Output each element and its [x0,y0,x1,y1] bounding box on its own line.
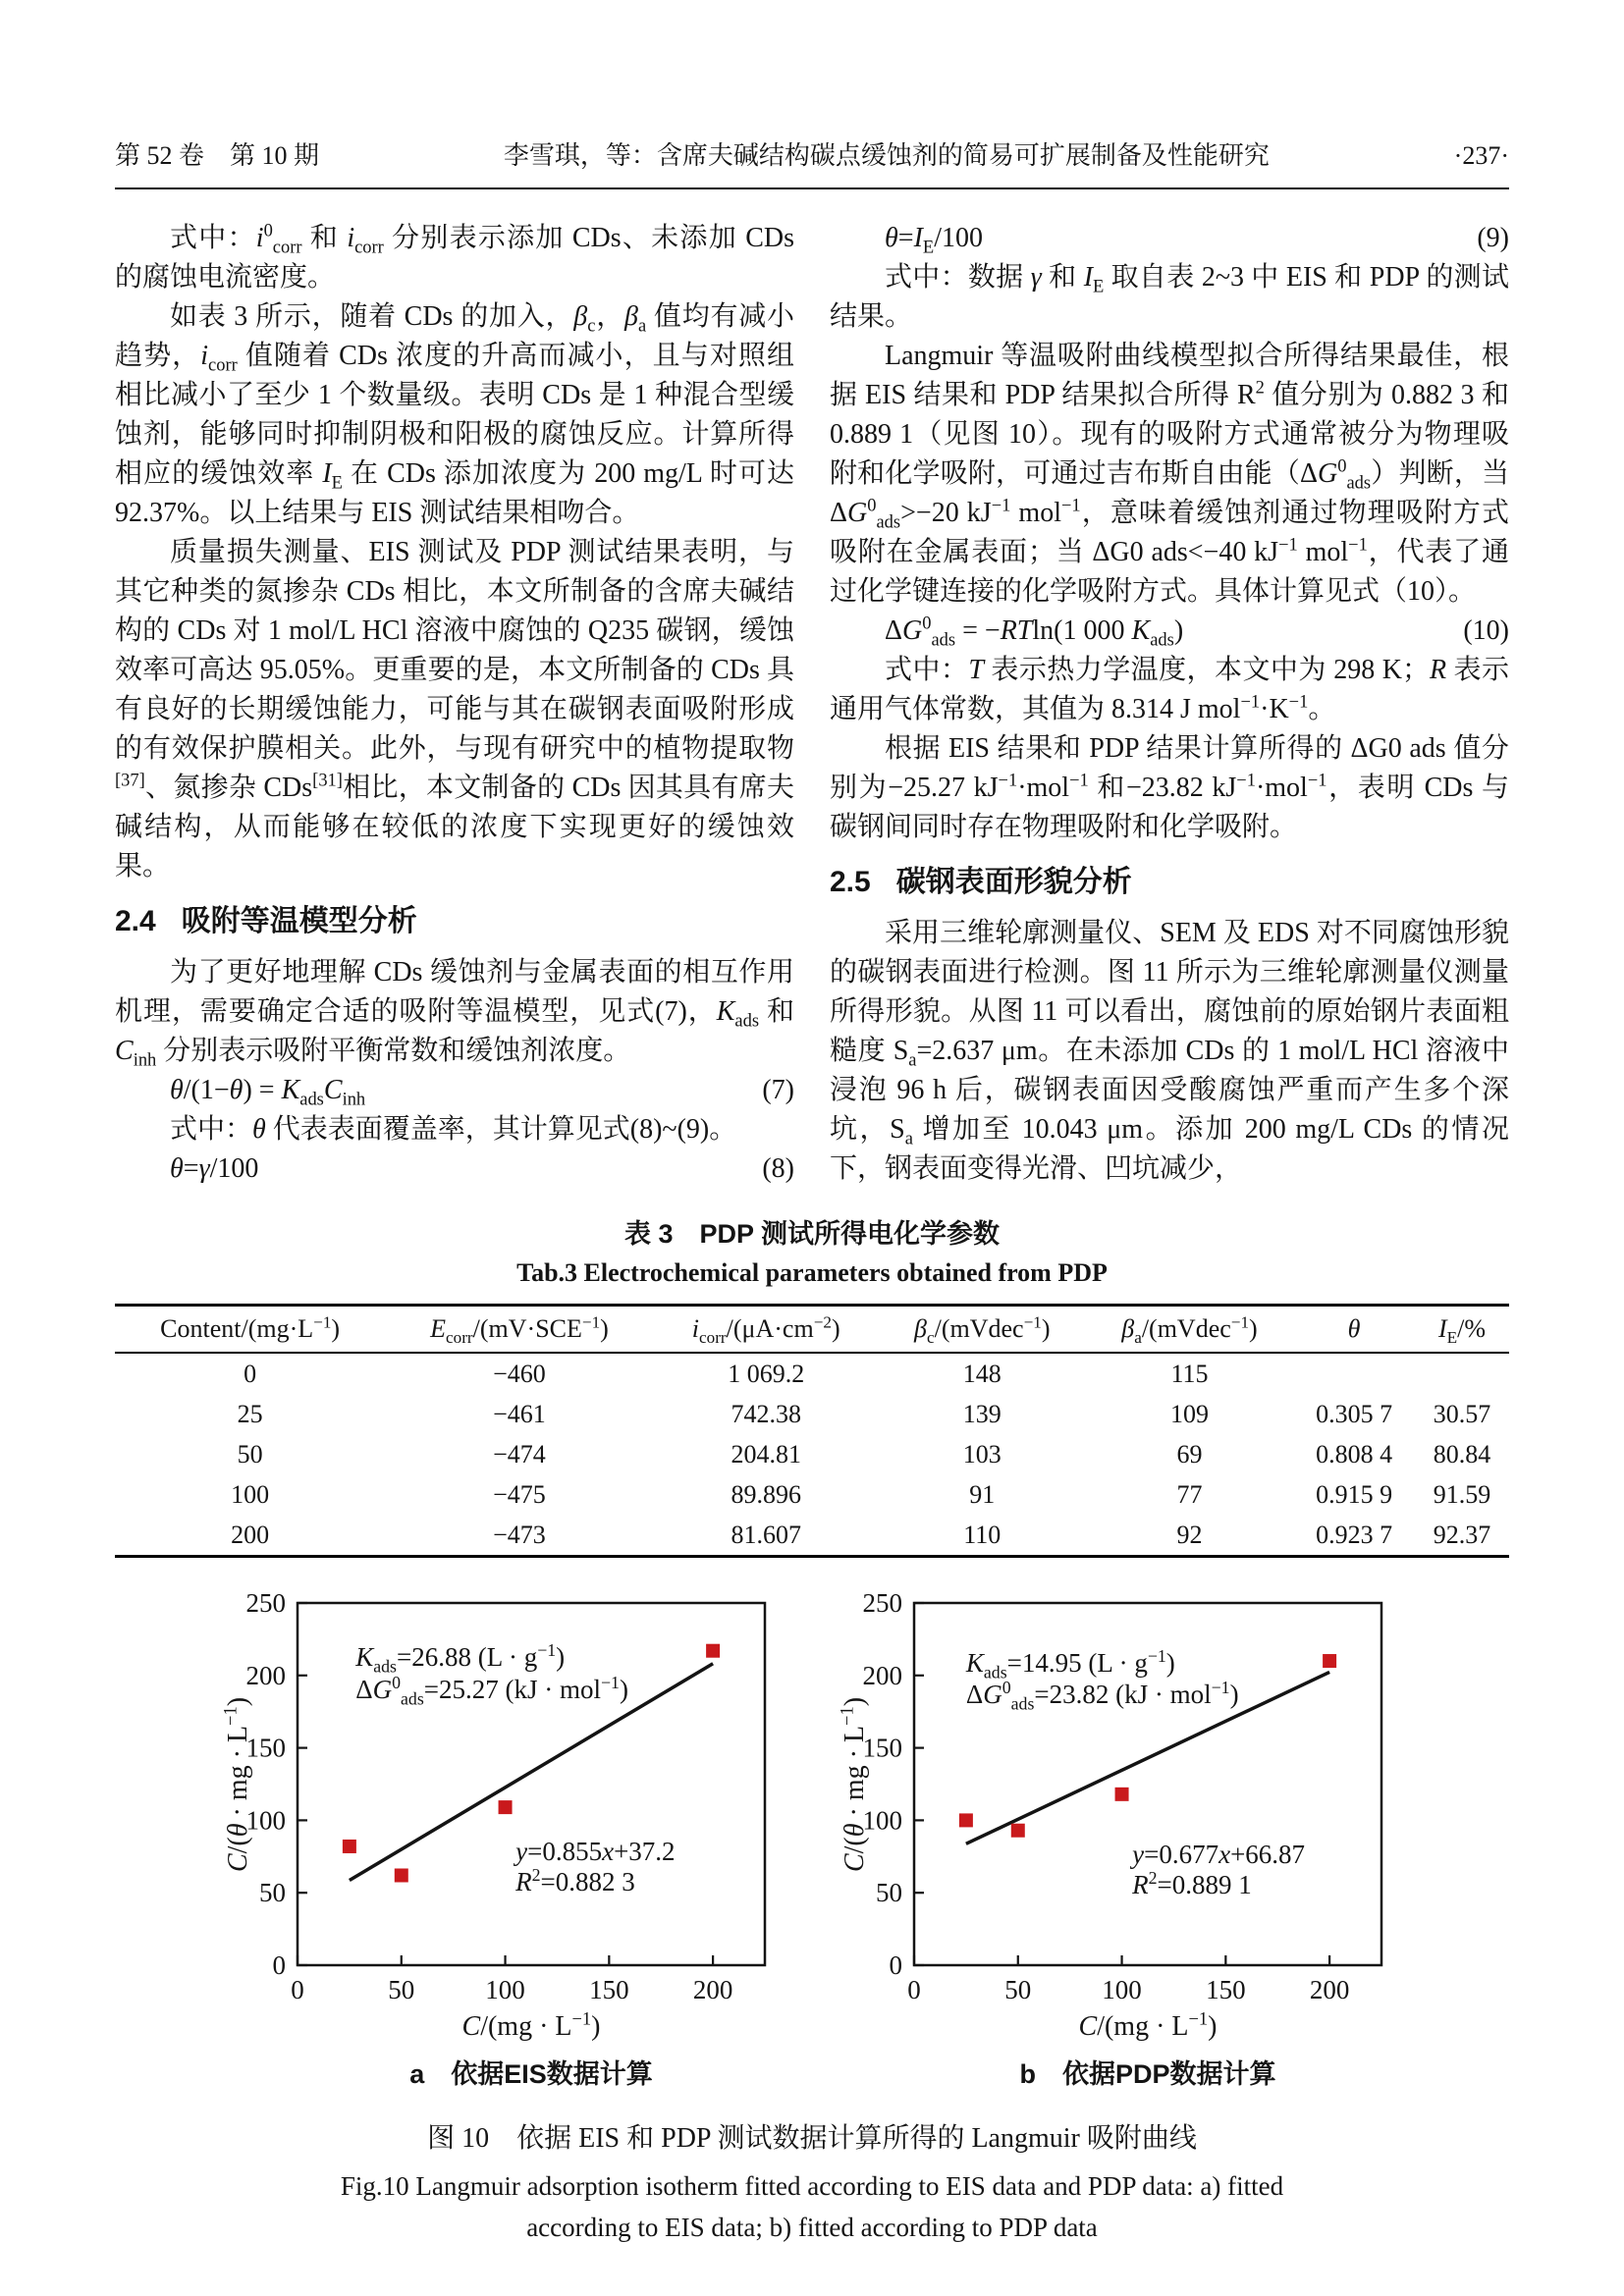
table-cell: 0 [244,1359,257,1388]
table-column-header: $\beta_a/(mVdec^{-1})$ [1086,1306,1293,1354]
equation-number: (8) [762,1153,794,1184]
chart-annotation: y=0.855x+37.2 [515,1836,676,1866]
paragraph: 根据 EIS 结果和 PDP 结果计算所得的 ΔG0 ads 值分别为−25.27 $kJ^{-1}\cdot mol^{-1}$ 和−23.82 $kJ^{-1}\cdot mol^{-1}$，表明 CDs 与碳钢间同时存在物理吸附和化学吸附。 [830,733,1509,842]
y-tick-label: 100 [862,1805,902,1836]
data-point [395,1868,408,1882]
paragraph: 采用三维轮廓测量仪、SEM 及 EDS 对不同腐蚀形貌的碳钢表面进行检测。图 11 所示为三维轮廓测量仪测量所得形貌。从图 11 可以看出，腐蚀前的原始钢片表面粗糙度 $S_a=2.637$ μm。在未添加 CDs 的 1 mol/L HCl 溶液中浸泡 96 h 后，碳钢表面因受酸腐蚀严重而产生多个深坑，$S_a$ 增加至 10.043 μm。添加 200 mg/L CDs 的情况下，钢表面变得光滑、凹坑减少， [830,918,1509,1184]
table-cell: −461 [493,1399,546,1428]
y-tick-label: 250 [245,1588,286,1618]
x-tick-label: 50 [388,1975,415,2004]
chart-annotation: y=0.677x+66.87 [1132,1839,1306,1869]
equation-formula: $\theta/(1-\theta) = K_{ads}C_{inh}$ [170,1075,366,1109]
table-cell: 148 [962,1359,1001,1388]
y-tick-label: 150 [245,1733,286,1763]
table-header-row [115,1306,1509,1354]
table-cell: 139 [962,1399,1001,1428]
journal-vol-issue: 第 52 卷 第 10 期 [115,141,320,170]
table-cell: 25 [237,1399,263,1428]
y-tick-label: 0 [889,1950,902,1980]
table-cell: 92 [1176,1520,1203,1549]
paragraph: Langmuir 等温吸附曲线模型拟合所得结果最佳，根据 EIS 结果和 PDP 结果拟合所得 $R^2$ 值分别为 0.882 3 和 0.889 1（见图 10）。现有的吸附方式通常被分为物理吸附和化学吸附，可通过吉布斯自由能$(\Delta G^0_{ads})$判断，当 $\Delta G^0_{ads}>-20$ $kJ^{-1}$ mol$^{-1}$，意味着缓蚀剂通过物理吸附方式吸附在金属表面；当 ΔG0 ads<−40 $kJ^{-1}$ mol$^{-1}$，代表了通过化学键连接的化学吸附方式。具体计算见式（10）。 [830,341,1510,607]
paragraph: 如表 3 所示，随着 CDs 的加入，$\beta_c$，$\beta_a$ 值均有减小趋势，$i_{corr}$ 值随着 CDs 浓度的升高而减小，且与对照组相比减小了至少 1 个数量级。表明 CDs 是 1 种混合型缓蚀剂，能够同时抑制阴极和阳极的腐蚀反应。计算所得相应的缓蚀效率 $I_E$ 在 CDs 添加浓度为 200 mg/L 时可达 92.37%。以上结果与 EIS 测试结果相吻合。 [115,301,794,528]
equation [830,612,1509,651]
table-cell: −460 [493,1359,546,1388]
equation [115,1149,794,1189]
x-axis-label: $C/(mg \cdot L^{-1})$ [1078,2008,1218,2042]
table-cell: 77 [1176,1479,1203,1509]
table-cell: 92.37 [1433,1520,1491,1549]
x-tick-label: 200 [1309,1975,1350,2004]
table-cell: 50 [237,1439,263,1468]
table-column-header: $E_{corr}/(mV\cdot SCE^{-1})$ [385,1306,653,1354]
table-cell [1293,1353,1415,1394]
data-point [499,1800,513,1814]
equation [830,219,1509,258]
y-tick-label: 150 [862,1733,902,1763]
data-point [343,1840,356,1853]
table3-section [115,1212,1509,1558]
page-number: ·237· [1453,141,1509,170]
table-row [115,1474,1509,1515]
table-row [115,1515,1509,1557]
chart-annotation: $R^2=0.889$ 1 [1132,1867,1252,1899]
table-title-zh: 表 3 PDP 测试所得电化学参数 [623,1219,1001,1249]
header-rule [115,187,1509,189]
figure-10b [839,1587,1401,2091]
table-cell: 30.57 [1433,1399,1491,1428]
table-row [115,1394,1509,1434]
chart-annotation: $K_{ads}=26.88$ $(L \cdot g^{-1})$ [355,1640,566,1677]
section-heading [830,863,1509,902]
table-row [115,1353,1509,1394]
equation-number: (7) [762,1075,794,1105]
data-point [1011,1824,1025,1838]
left-column [115,219,794,1189]
y-tick-label: 50 [259,1878,286,1908]
x-tick-label: 150 [589,1975,629,2004]
section-number: 2.4 [115,905,156,937]
table-cell: 0.305 7 [1316,1399,1393,1428]
y-axis-label: C/(θ · mg · $L^{-1}$) [837,1696,870,1872]
equation-number: (9) [1477,223,1509,253]
section-title: 碳钢表面形貌分析 [895,866,1132,898]
y-tick-label: 0 [272,1950,286,1980]
y-tick-label: 100 [245,1805,286,1836]
x-tick-label: 50 [1004,1975,1032,2004]
table-cell: 109 [1169,1399,1209,1428]
table-cell: 103 [962,1439,1001,1468]
table-cell: 0.915 9 [1316,1479,1393,1509]
page-header [115,135,1509,172]
table-body [115,1353,1509,1557]
chart-annotation: $\Delta G^0_{ads}=23.82$ (kJ · mol$^{-1}$) [965,1678,1239,1714]
table-cell: 91 [969,1479,996,1509]
table-cell: 0.808 4 [1316,1439,1393,1468]
table-title-en: Tab.3 Electrochemical parameters obtained from PDP [516,1258,1108,1287]
table-column-header: $i_{corr}/(\mu A\cdot cm^{-2})$ [654,1306,879,1354]
table-cell: −475 [493,1479,546,1509]
paragraph: 式中：T 表示热力学温度，本文中为 298 K；R 表示通用气体常数，其值为 8.314 J $mol^{-1}\cdot K^{-1}$。 [830,655,1509,724]
table-cell: 110 [963,1520,1001,1549]
table-column-header: $I_E/\%$ [1415,1306,1509,1354]
table-cell: 69 [1176,1439,1203,1468]
equation-formula: $\Delta G^0_{ads} = -RTln(1$ 000 $K_{ads}$) [885,613,1184,650]
x-tick-label: 0 [291,1975,304,2004]
x-tick-label: 150 [1206,1975,1246,2004]
table-column-header: $\beta_c/(mVdec^{-1})$ [879,1306,1086,1354]
paragraph: 为了更好地理解 CDs 缓蚀剂与金属表面的相互作用机理，需要确定合适的吸附等温模型，见式(7)，$K_{ads}$ 和 $C_{inh}$ 分别表示吸附平衡常数和缓蚀剂浓度。 [115,957,794,1070]
figure-caption-en: Fig.10 Langmuir adsorption isotherm fitted according to EIS data and PDP data: a) fitted according to EIS data; b) fitted according to PDP data [340,2171,1284,2242]
table3 [115,1304,1509,1558]
table-cell: 80.84 [1433,1439,1491,1468]
y-tick-label: 200 [245,1660,286,1690]
right-column [830,219,1509,1189]
table-cell: 100 [231,1479,270,1509]
x-tick-label: 100 [1102,1975,1142,2004]
paragraph: 式中：$i^0_{corr}$ 和 $i_{corr}$ 分别表示添加 CDs、未添加 CDs 的腐蚀电流密度。 [115,220,794,293]
x-tick-label: 100 [485,1975,525,2004]
table-cell: 89.896 [731,1479,801,1509]
y-tick-label: 50 [876,1878,902,1908]
table-cell [1415,1353,1509,1394]
table-row [115,1434,1509,1474]
figure-caption-zh: 图 10 依据 EIS 和 PDP 测试数据计算所得的 Langmuir 吸附曲线 [427,2123,1197,2154]
equation-formula: θ=γ/100 [170,1153,259,1184]
equation-number: (10) [1463,615,1509,646]
table-cell: 204.81 [731,1439,801,1468]
table-cell: 115 [1170,1359,1209,1388]
table-cell: 81.607 [731,1520,801,1549]
subfigure-caption: b 依据PDP数据计算 [1019,2059,1276,2089]
page [115,135,1509,2248]
table-cell: 0.923 7 [1316,1520,1393,1549]
x-tick-label: 200 [692,1975,733,2004]
paragraph: 质量损失测量、EIS 测试及 PDP 测试结果表明，与其它种类的氮掺杂 CDs 相比，本文所制备的含席夫碱结构的 CDs 对 1 mol/L HCl 溶液中腐蚀的 Q235 碳钢，缓蚀效率可高达 95.05%。更重要的是，本文所制备的 CDs 具有良好的长期缓蚀能力，可能与其在碳钢表面吸附形成的有效保护膜相关。此外，与现有研究中的植物提取物[37]、氮掺杂 CDs[31]相比，本文制备的 CDs 因其具有席夫碱结构，从而能够在较低的浓度下实现更好的缓蚀效果。 [115,537,794,881]
data-point [706,1644,720,1658]
y-axis-label: C/(θ · mg · $L^{-1}$) [220,1696,253,1872]
y-tick-label: 250 [862,1588,902,1618]
figure-10a [220,1587,785,2091]
table-column-header: θ [1293,1306,1415,1354]
section-heading [115,902,794,941]
chart-annotation: $K_{ads}=14.95$ $(L \cdot g^{-1})$ [965,1645,1175,1682]
data-point [959,1813,973,1827]
table-column-header: Content/$(mg\cdot L^{-1})$ [115,1306,385,1354]
paragraph: 式中：数据 γ 和 $I_E$ 取自表 2~3 中 EIS 和 PDP 的测试结果。 [830,262,1509,332]
figure-10 [115,1587,1509,2091]
equation-formula: $\theta=I_E/100$ [885,223,983,257]
table-cell: 91.59 [1433,1479,1491,1509]
table-cell: −474 [493,1439,546,1468]
text-columns [115,219,1509,1189]
running-title: 李雪琪，等：含席夫碱结构碳点缓蚀剂的简易可扩展制备及性能研究 [503,141,1270,170]
equation [115,1071,794,1110]
table-cell: 1 069.2 [728,1359,805,1388]
subfigure-caption: a 依据EIS数据计算 [409,2059,653,2089]
paragraph: 式中：θ 代表表面覆盖率，其计算见式(8)~(9)。 [170,1114,737,1145]
section-title: 吸附等温模型分析 [181,905,417,937]
chart-annotation: $R^2=0.882$ 3 [515,1864,635,1896]
table-cell: 200 [231,1520,270,1549]
chart-annotation: $\Delta G^0_{ads}=25.27$ (kJ · mol$^{-1}$) [355,1672,628,1708]
data-point [1323,1654,1336,1668]
table-cell: −473 [493,1520,546,1549]
table-cell: 742.38 [731,1399,801,1428]
x-axis-label: $C/(mg \cdot L^{-1})$ [461,2008,601,2042]
x-tick-label: 0 [907,1975,921,2004]
y-tick-label: 200 [862,1660,902,1690]
data-point [1115,1788,1129,1801]
section-number: 2.5 [830,866,871,898]
